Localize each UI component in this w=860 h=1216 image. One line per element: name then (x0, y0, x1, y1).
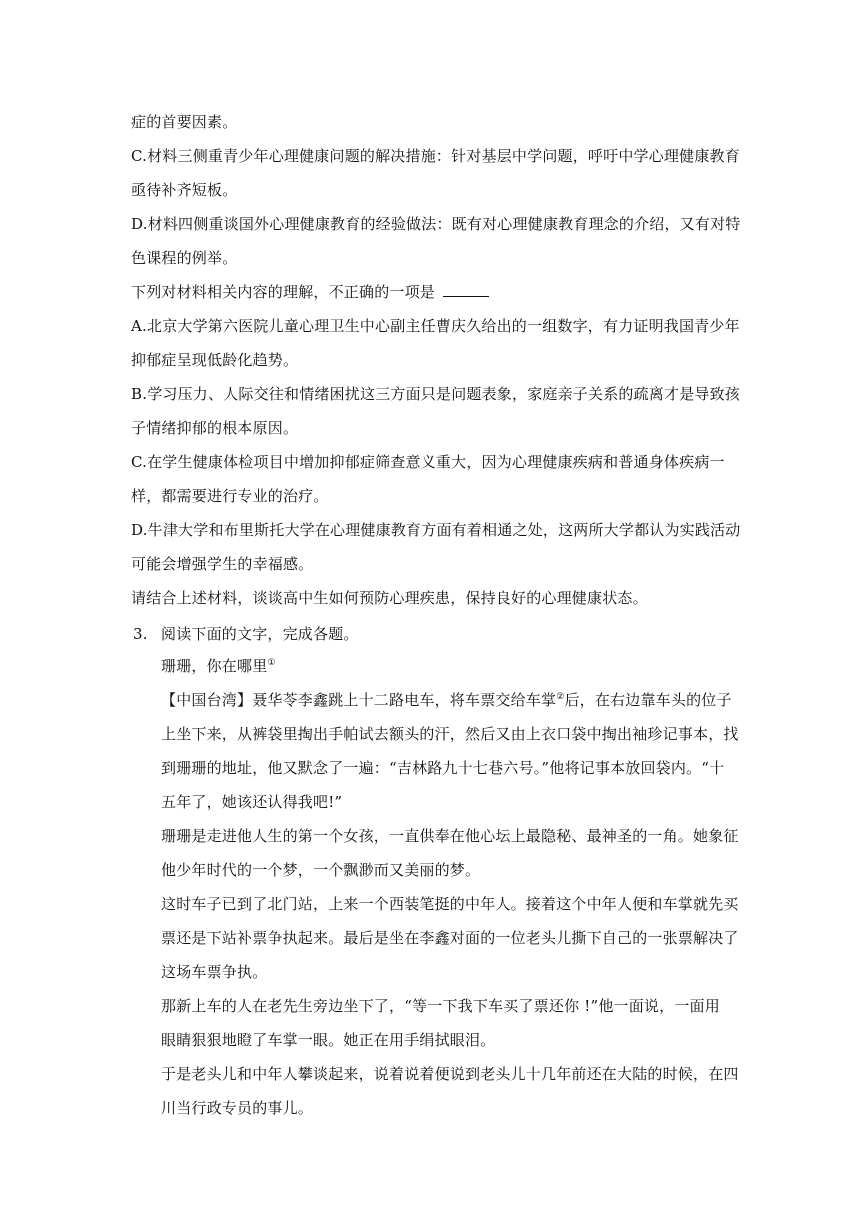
question-3-heading (133, 624, 359, 644)
essay-question: 请结合上述材料，谈谈高中生如何预防心理疾患，保持良好的心理健康状态。 (131, 589, 648, 607)
paragraph-line: 到珊珊的地址，他又默念了一遍：“吉林路九十七巷六号。”他将记事本放回袋内。“十 (161, 759, 725, 777)
footnote-marker: ① (267, 658, 276, 668)
text-line: 症的首要因素。 (131, 113, 238, 131)
question-number: 3. (133, 625, 148, 643)
story-title (161, 656, 276, 676)
text-line: 亟待补齐短板。 (131, 181, 238, 199)
paragraph-text: 【中国台湾】聂华苓李鑫跳上十二路电车，将车票交给车掌 (161, 691, 557, 709)
paragraph-line: 这时车子已到了北门站，上来一个西装笔挺的中年人。接着这个中年人便和车掌就先买 (161, 895, 739, 913)
paragraph-text: 后，在右边靠车头的位子 (564, 691, 732, 709)
option-a-line: A.北京大学第六医院儿童心理卫生中心副主任曹庆久给出的一组数字，有力证明我国青少年 (131, 317, 740, 335)
option-d-line: D.牛津大学和布里斯托大学在心理健康教育方面有着相通之处，这两所大学都认为实践活动 (131, 521, 741, 539)
paragraph-line: 川当行政专员的事儿。 (161, 1099, 314, 1117)
paragraph-line: 票还是下站补票争执起来。最后是坐在李鑫对面的一位老头儿撕下自己的一张票解决了 (161, 929, 739, 947)
story-title-text: 珊珊，你在哪里 (161, 657, 268, 675)
paragraph-line: 五年了，她该还认得我吧!” (161, 793, 343, 811)
text-line: 可能会增强学生的幸福感。 (131, 555, 314, 573)
text-line: 样，都需要进行专业的治疗。 (131, 487, 329, 505)
option-d-line: D.材料四侧重谈国外心理健康教育的经验做法：既有对心理健康教育理念的介绍，又有对特 (131, 215, 741, 233)
question-prompt-text: 下列对材料相关内容的理解，不正确的一项是 (131, 283, 436, 301)
text-line: 子情绪抑郁的根本原因。 (131, 419, 299, 437)
text-line: 色课程的例举。 (131, 249, 238, 267)
paragraph-line: 珊珊是走进他人生的第一个女孩，一直供奉在他心坛上最隐秘、最神圣的一角。她象征 (161, 827, 739, 845)
paragraph-line: 这场车票争执。 (161, 963, 268, 981)
option-c-line: C.在学生健康体检项目中增加抑郁症筛查意义重大，因为心理健康疾病和普通身体疾病一 (131, 453, 725, 471)
footnote-marker: ② (556, 692, 565, 702)
option-b-line: B.学习压力、人际交往和情绪困扰这三方面只是问题表象，家庭亲子关系的疏离才是导致孩 (131, 385, 740, 403)
answer-blank (443, 282, 489, 297)
paragraph-line: 上坐下来，从裤袋里掏出手帕试去额头的汗，然后又由上衣口袋中掏出袖珍记事本，找 (161, 725, 739, 743)
question-prompt (131, 282, 489, 302)
paragraph-line: 眼睛狠狠地瞪了车掌一眼。她正在用手绢拭眼泪。 (161, 1031, 496, 1049)
text-line: 抑郁症呈现低龄化趋势。 (131, 351, 299, 369)
paragraph-line: 他少年时代的一个梦，一个飘渺而又美丽的梦。 (161, 861, 481, 879)
paragraph-line: 那新上车的人在老先生旁边坐下了，“等一下我下车买了票还你 !”他一面说，一面用 (161, 997, 720, 1015)
paragraph-line (161, 690, 732, 710)
paragraph-line: 于是老头儿和中年人攀谈起来，说着说着便说到老头儿十几年前还在大陆的时候，在四 (161, 1065, 739, 1083)
option-c-line: C.材料三侧重青少年心理健康问题的解决措施：针对基层中学问题，呼吁中学心理健康教育 (131, 147, 740, 165)
question-instruction: 阅读下面的文字，完成各题。 (161, 625, 359, 643)
